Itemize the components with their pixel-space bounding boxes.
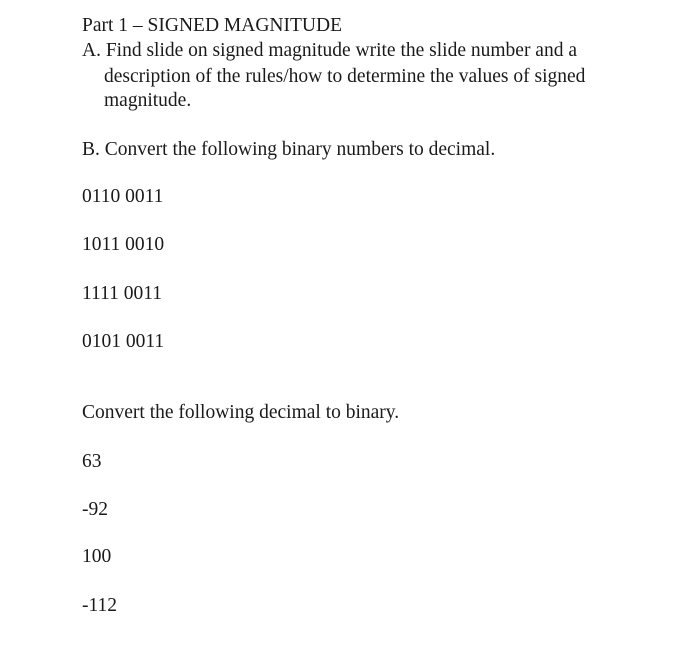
part-title: Part 1 – SIGNED MAGNITUDE: [82, 15, 342, 36]
binary-number: 0110 0011: [82, 186, 164, 207]
question-a-line-3: magnitude.: [104, 90, 192, 111]
decimal-number: 100: [82, 546, 112, 567]
binary-number: 1011 0010: [82, 234, 165, 255]
binary-number: 0101 0011: [82, 331, 165, 352]
decimal-number: -92: [82, 499, 108, 520]
question-a-line-2: description of the rules/how to determine the values of signed: [104, 66, 586, 87]
question-a-line-1: A. Find slide on signed magnitude write the slide number and a: [82, 40, 577, 61]
decimal-number: 63: [82, 451, 102, 472]
convert-decimal-heading: Convert the following decimal to binary.: [82, 402, 400, 423]
binary-number: 1111 0011: [82, 283, 162, 304]
decimal-number: -112: [82, 595, 118, 616]
question-b: B. Convert the following binary numbers to decimal.: [82, 139, 496, 160]
